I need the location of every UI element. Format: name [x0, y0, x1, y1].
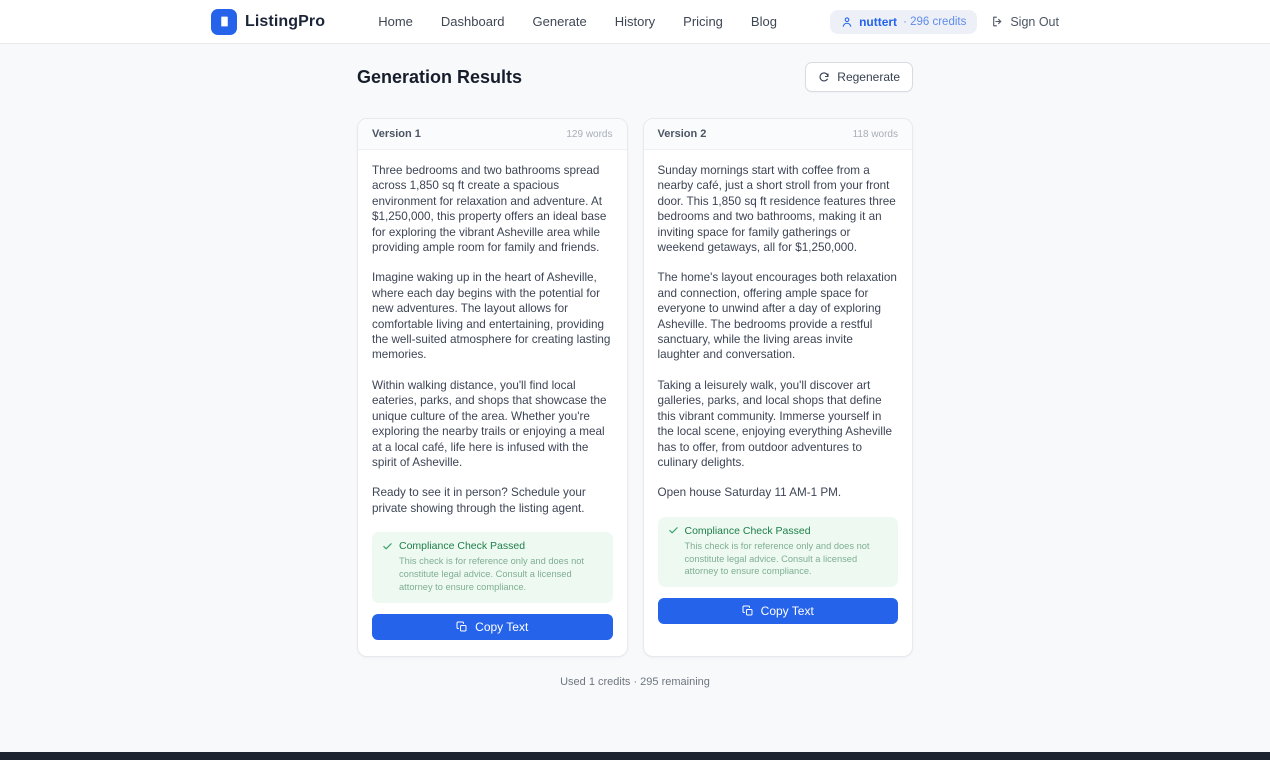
compliance-check-box — [658, 517, 899, 587]
brand-name: ListingPro — [245, 12, 326, 30]
listingpro-logo-icon — [211, 9, 237, 35]
version-1-card — [357, 118, 628, 657]
compliance-check-box — [372, 532, 613, 602]
compliance-description: This check is for reference only and does not constitute legal advice. Consult a licensed attorney to ensure compliance. — [399, 556, 585, 592]
page-title: Generation Results — [357, 66, 523, 87]
version-label: Version 1 — [372, 128, 421, 140]
listing-paragraph: Open house Saturday 11 AM-1 PM. — [657, 486, 842, 500]
refresh-icon — [818, 71, 830, 83]
generation-results-page — [357, 44, 913, 688]
sign-out-label: Sign Out — [1010, 14, 1059, 29]
version-2-card — [643, 118, 914, 657]
credits-count: · 296 credits — [903, 15, 967, 28]
nav-item-history[interactable]: History — [614, 14, 656, 29]
copy-icon — [742, 605, 754, 617]
copy-text-label: Copy Text — [760, 604, 814, 619]
regenerate-button[interactable] — [805, 62, 913, 92]
listing-paragraph: Sunday mornings start with coffee from a nearby café, just a short stroll from your front door. This 1,850 sq ft residence features three bedrooms and two bathrooms, making it an inviting space for family gatherings or weekend getaways, all for $1,250,000. — [657, 164, 896, 255]
bottom-bar — [0, 752, 1270, 760]
listing-paragraph: Imagine waking up in the heart of Asheville, where each day begins with the potential for new adventures. The layout allows for comfortable living and entertaining, providing the well-suited atmosphere for creating lasting memories. — [372, 271, 611, 362]
listing-paragraph: Three bedrooms and two bathrooms spread across 1,850 sq ft create a spacious environment for relaxation and adventure. At $1,250,000, this property offers an ideal base for exploring the vibrant Asheville area while providing ample room for family and friends. — [372, 164, 607, 255]
version-1-card-header — [358, 119, 627, 150]
sign-out-button[interactable] — [991, 15, 1059, 29]
listing-paragraph: The home's layout encourages both relaxation and connection, offering ample space for everyone to unwind after a day of exploring Asheville. The bedrooms provide a restful sanctuary, while the living areas invite laughter and conversation. — [657, 271, 897, 362]
user-credits-badge[interactable] — [830, 10, 977, 34]
listing-text — [644, 150, 913, 509]
compliance-description: This check is for reference only and does not constitute legal advice. Consult a licensed attorney to ensure compliance. — [684, 540, 870, 577]
brand-logo[interactable] — [211, 9, 325, 35]
credits-usage-note: Used 1 credits · 295 remaining — [560, 675, 710, 688]
nav-item-generate[interactable]: Generate — [532, 14, 587, 29]
check-icon — [382, 541, 393, 552]
word-count: 118 words — [852, 128, 898, 140]
copy-text-label: Copy Text — [475, 619, 529, 634]
copy-text-button[interactable] — [658, 598, 899, 624]
version-2-card-header — [644, 119, 913, 150]
user-icon — [841, 16, 853, 28]
check-icon — [668, 525, 679, 536]
sign-out-icon — [991, 15, 1004, 28]
word-count: 129 words — [566, 128, 613, 140]
listing-paragraph: Ready to see it in person? Schedule your private showing through the listing agent. — [372, 486, 586, 515]
nav-item-home[interactable]: Home — [378, 14, 413, 29]
user-name: nuttert — [859, 14, 898, 29]
regenerate-label: Regenerate — [837, 70, 900, 84]
listing-text — [358, 150, 627, 524]
nav-item-pricing[interactable]: Pricing — [683, 14, 723, 29]
copy-icon — [456, 621, 468, 633]
copy-text-button[interactable] — [372, 614, 613, 640]
version-label: Version 2 — [657, 128, 707, 140]
nav-item-dashboard[interactable]: Dashboard — [440, 14, 505, 29]
compliance-title: Compliance Check Passed — [684, 524, 811, 537]
main-nav — [378, 14, 777, 29]
nav-item-blog[interactable]: Blog — [750, 14, 777, 29]
listing-paragraph: Taking a leisurely walk, you'll discover art galleries, parks, and local shops that define this vibrant community. Immerse yourself in the local scene, enjoying everything Asheville has to offer, from outdoor adventures to culinary delights. — [657, 378, 893, 469]
listing-paragraph: Within walking distance, you'll find local eateries, parks, and shops that showcase the unique culture of the area. Whether you're exploring the nearby trails or enjoying a meal at a local café, life here is infused with the spirit of Asheville. — [372, 378, 607, 469]
compliance-title: Compliance Check Passed — [399, 540, 526, 553]
results-grid — [357, 118, 913, 657]
top-navigation-bar — [0, 0, 1270, 44]
